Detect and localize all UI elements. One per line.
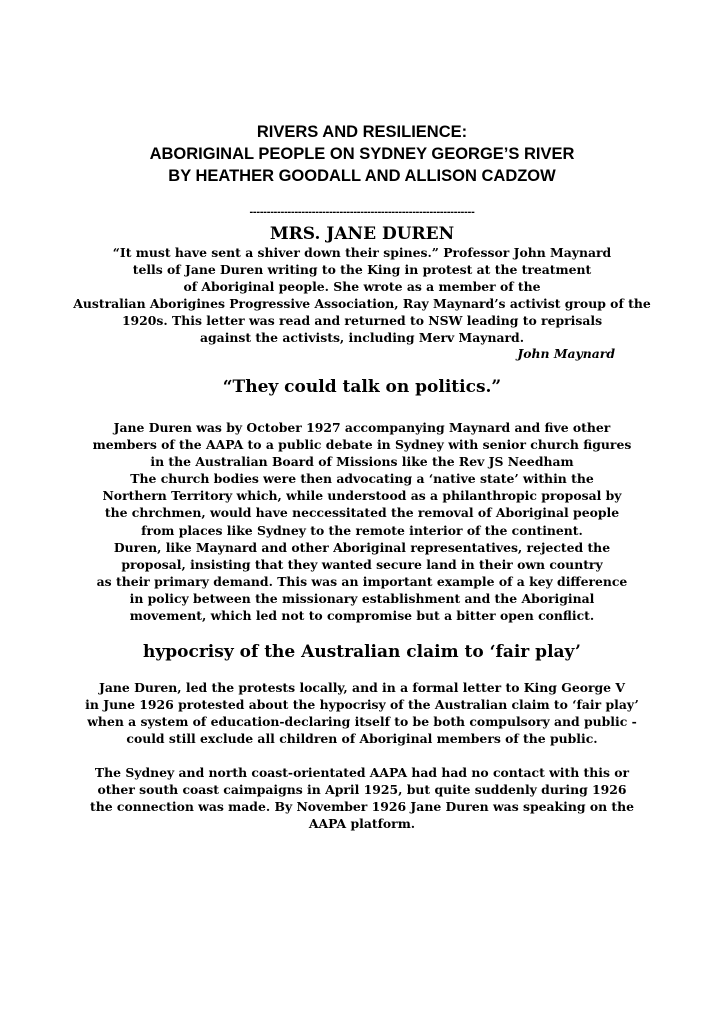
body-paragraph-1: [0, 419, 724, 624]
intro-line: “It must have sent a shiver down their spines.” Professor John Maynard: [112, 245, 612, 260]
intro-line: against the activists, including Merv Maynard.: [199, 330, 525, 346]
heading-politics: “They could talk on politics.”: [222, 377, 502, 397]
title-line-1: RIVERS AND RESILIENCE:: [256, 123, 468, 141]
body2-line: Jane Duren, led the protests locally, and in a formal letter to King George V: [99, 680, 625, 695]
body1-line: Duren, like Maynard and other Aboriginal representatives, rejected the: [113, 539, 611, 555]
body1-line: Northern Territory which, while understood as a philanthropic proposal by: [102, 488, 622, 504]
intro-line: 1920s. This letter was read and returned to NSW leading to reprisals: [121, 313, 603, 329]
intro-line: Australian Aborigines Progressive Association, Ray Maynard’s activist group of the: [73, 296, 651, 312]
body1-line: proposal, insisting that they wanted secure land in their own country: [121, 556, 603, 572]
body1-line: Jane Duren was by October 1927 accompanying Maynard and five other: [113, 420, 611, 435]
body-paragraph-2: [0, 679, 724, 747]
body1-line: as their primary demand. This was an important example of a key difference: [96, 573, 628, 589]
body-paragraph-3: [0, 764, 724, 832]
body3-line: other south coast caimpaigns in April 1925, but quite suddenly during 1926: [97, 782, 627, 798]
body1-line: members of the AAPA to a public debate in Sydney with senior church figures: [92, 437, 632, 453]
section-divider: -----------------------------------------------------------------: [249, 206, 475, 218]
section-heading-name: MRS. JANE DUREN: [269, 224, 455, 244]
body1-line: in policy between the missionary establishment and the Aboriginal: [129, 590, 595, 606]
intro-attribution: John Maynard: [517, 346, 615, 361]
body2-line: in June 1926 protested about the hypocrisy of the Australian claim to ‘fair play’: [85, 697, 639, 713]
heading-hypocrisy: hypocrisy of the Australian claim to ‘fair play’: [143, 642, 581, 662]
body1-line: from places like Sydney to the remote interior of the continent.: [141, 522, 583, 538]
intro-line: tells of Jane Duren writing to the King in protest at the treatment: [132, 262, 592, 278]
intro-line: of Aboriginal people. She wrote as a member of the: [183, 279, 541, 295]
body2-line: could still exclude all children of Aboriginal members of the public.: [126, 731, 598, 747]
body1-line: movement, which led not to compromise but a bitter open conflict.: [129, 608, 595, 624]
title-line-3: BY HEATHER GOODALL AND ALLISON CADZOW: [168, 167, 556, 185]
title-line-2: ABORIGINAL PEOPLE ON SYDNEY GEORGE’S RIVER: [149, 145, 575, 163]
body2-line: when a system of education-declaring itself to be both compulsory and public -: [87, 714, 637, 730]
body1-line: The church bodies were then advocating a ‘native state’ within the: [130, 471, 594, 487]
body1-line: the chrchmen, would have neccessitated the removal of Aboriginal people: [104, 505, 620, 521]
document-title: [0, 121, 724, 187]
body1-line: in the Australian Board of Missions like the Rev JS Needham: [150, 454, 574, 470]
body3-line: AAPA platform.: [308, 816, 416, 832]
body3-line: the connection was made. By November 1926 Jane Duren was speaking on the: [89, 799, 635, 815]
body3-line: The Sydney and north coast-orientated AAPA had had no contact with this or: [94, 765, 630, 780]
intro-paragraph: [0, 244, 724, 347]
